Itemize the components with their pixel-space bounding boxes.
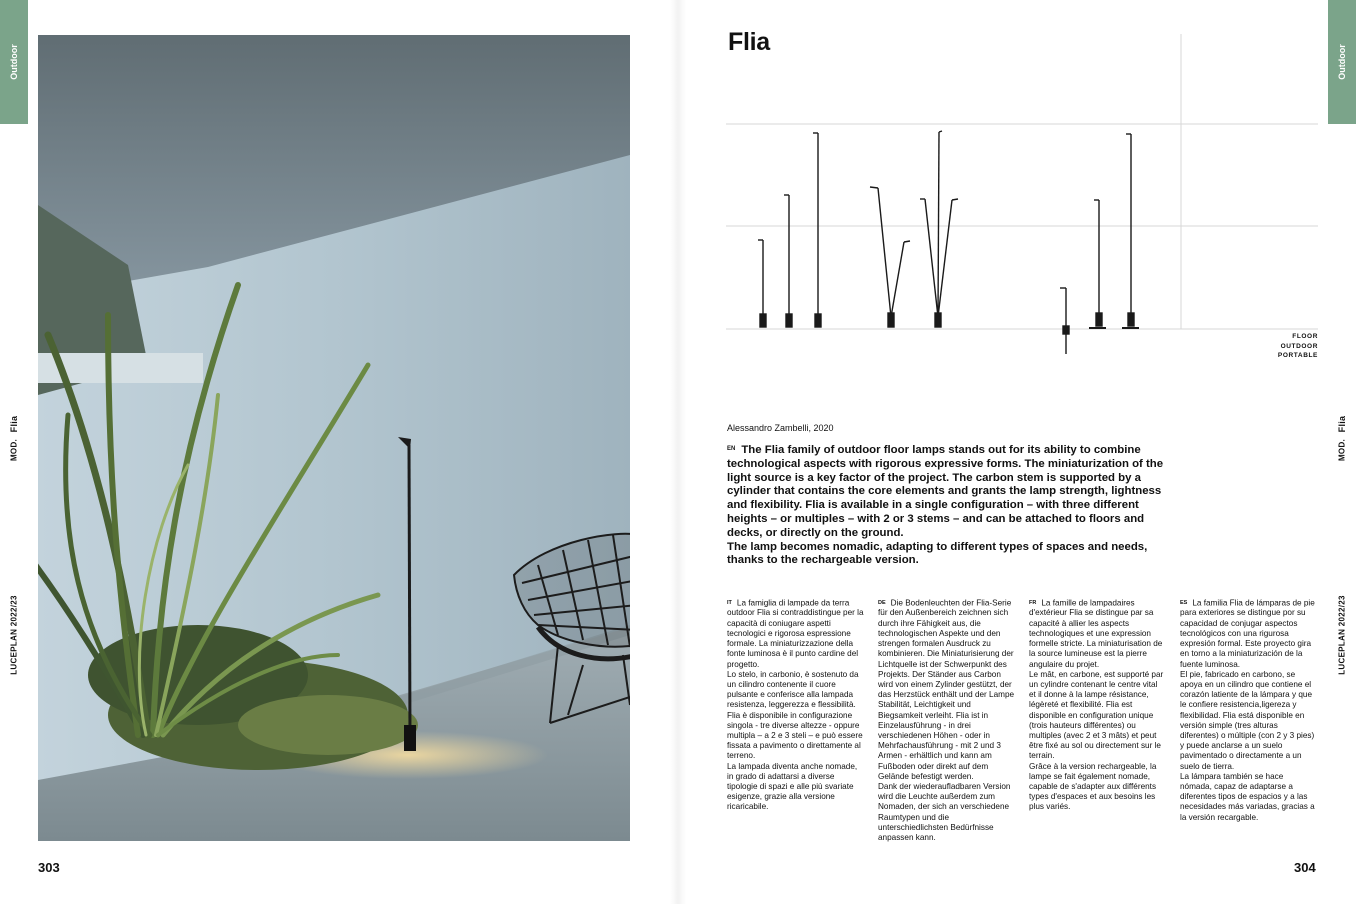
side-model-left bbox=[0, 380, 28, 480]
column-paragraph: Lo stelo, in carbonio, è sostenuto da un cilindro contenente il cuore pulsante e conferisce alla lampada resistenza, leggerezza e flessibilità. Flia è disponibile in configurazione singola - tre diverse altezze - oppure multipla – a 2 e 3 steli – e può essere fissata a pavimento o direttamente al terreno. bbox=[727, 669, 863, 761]
page-number-right: 304 bbox=[1294, 860, 1316, 875]
product-title: Flia bbox=[728, 28, 770, 56]
column-paragraph: El pie, fabricado en carbono, se apoya en un cilindro que contiene el corazón latiente de la lámpara y que le confiere resistencia,ligereza y flexibilidad. Flia está disponible en versión simple (tres alturas diferentes) o múltiple (con 2 y 3 pies) y puede anclarse a un suelo pavimentado o directamente a un suelo de tierra. bbox=[1180, 669, 1315, 771]
column-spanish bbox=[1180, 598, 1317, 823]
product-photo bbox=[38, 35, 630, 841]
side-catalog-left bbox=[0, 590, 28, 675]
column-paragraph: Dank der wiederaufladbaren Version wird die Leuchte außerdem zum Nomaden, der sich an verschiedene Raumtypen und die unterschiedlichsten Bedürfnisse anpassen kann. bbox=[878, 781, 1011, 842]
section-tab-right[interactable] bbox=[1328, 0, 1356, 124]
column-italian bbox=[727, 598, 864, 813]
column-paragraph: La familia Flia de lámparas de pie para exteriores se distingue por su capacidad de conjugar aspectos tecnológicos con una rigurosa expresión formal. Este proyecto gira en torno a la miniaturización de la fuente luminosa. bbox=[1180, 598, 1315, 669]
lang-code-it: IT bbox=[727, 600, 732, 606]
lang-code-de: DE bbox=[878, 600, 886, 606]
product-lineup-diagram bbox=[726, 32, 1320, 362]
side-catalog-right bbox=[1328, 590, 1356, 675]
section-tab-left[interactable] bbox=[0, 0, 28, 124]
column-paragraph: Die Bodenleuchten der Flia-Serie für den Außenbereich zeichnen sich durch ihre Fähigkeit aus, die technologischen Aspekte und den strengen formalen Ausdruck zu kombinieren. Die Miniaturisierung der Lichtquelle ist der Schwerpunkt des Projekts. Der Ständer aus Carbon wird von einem Zylinder gestützt, der das Herzstück enthält und der Lampe Stabilität, Leichtigkeit und Biegsamkeit verleiht. Flia ist in Einzelausführung - in drei verschiedenen Höhen - oder in Mehrfachausführung - mit 2 und 3 Armen - erhältlich und kann am Fußboden oder direkt auf dem Gelände befestigt werden. bbox=[878, 598, 1015, 781]
section-tab-label: Outdoor bbox=[9, 44, 19, 80]
lang-code-es: ES bbox=[1180, 600, 1188, 606]
column-paragraph: La lámpara también se hace nómada, capaz de adaptarse a diferentes tipos de espacios y a las necesidades más variadas, gracias a la versión recargable. bbox=[1180, 771, 1315, 822]
side-mod-prefix: MOD. bbox=[1337, 438, 1347, 462]
category-tags bbox=[1278, 332, 1318, 361]
intro-english bbox=[727, 443, 1167, 568]
column-paragraph: Grâce à la version rechargeable, la lampe se fait également nomade, capable de s'adapter aux différents types d'espaces et aux besoins les plus variés. bbox=[1029, 761, 1157, 812]
intro-paragraph-1: The Flia family of outdoor floor lamps stands out for its ability to combine technological aspects with rigorous expressive forms. The miniaturization of the light source is a key factor of the project. The carbon stem is supported by a cylinder that contains the core elements and grants the lamp strength, lightness and flexibility. Flia is available in a single configuration – with three different heights – or multiples – with 2 or 3 stems – and can be attached to floors and decks, or directly on the ground. bbox=[727, 443, 1164, 539]
page-number-left: 303 bbox=[38, 860, 60, 875]
tag-portable: PORTABLE bbox=[1277, 352, 1318, 359]
side-catalog-label: LUCEPLAN 2022/23 bbox=[9, 595, 19, 675]
side-model-right bbox=[1328, 380, 1356, 480]
right-page bbox=[678, 0, 1356, 904]
side-catalog-label: LUCEPLAN 2022/23 bbox=[1337, 595, 1347, 675]
column-paragraph: La famiglia di lampade da terra outdoor Flia si contraddistingue per la capacità di coniugare aspetti tecnologici e rigorosa espressione formale. La miniaturizzazione della fonte luminosa è il punto cardine del progetto. bbox=[727, 598, 864, 669]
intro-paragraph-2: The lamp becomes nomadic, adapting to different types of spaces and needs, thanks to the rechargeable version. bbox=[727, 540, 1148, 567]
column-german bbox=[878, 598, 1015, 843]
tag-outdoor: OUTDOOR bbox=[1280, 342, 1318, 350]
column-french bbox=[1029, 598, 1166, 813]
section-tab-label: Outdoor bbox=[1337, 44, 1347, 80]
designer-credit: Alessandro Zambelli, 2020 bbox=[727, 423, 834, 433]
column-paragraph: La famille de lampadaires d'extérieur Flia se distingue par sa capacité à allier les aspects technologiques et une expression formelle stricte. La miniaturisation de la source lumineuse est la pierre angulaire du projet. bbox=[1029, 598, 1163, 669]
side-mod-prefix: MOD. bbox=[9, 438, 19, 462]
lang-code-fr: FR bbox=[1029, 600, 1037, 606]
side-mod-name: Flia bbox=[1337, 415, 1347, 433]
column-paragraph: La lampada diventa anche nomade, in grado di adattarsi a diverse tipologie di spazi e alle più svariate esigenze, grazie alla versione ricaricabile. bbox=[727, 761, 858, 812]
tag-floor: FLOOR bbox=[1292, 333, 1318, 340]
side-mod-name: Flia bbox=[9, 415, 19, 433]
column-paragraph: Le mât, en carbone, est supporté par un cylindre contenant le centre vital et il donne à la lampe résistance, légèreté et flexibilité. Flia est disponible en configuration unique (trois hauteurs différentes) ou multiples (avec 2 et 3 mâts) et peut être fixé au sol ou directement sur le terrain. bbox=[1029, 669, 1164, 761]
lang-code-en: EN bbox=[727, 446, 736, 452]
